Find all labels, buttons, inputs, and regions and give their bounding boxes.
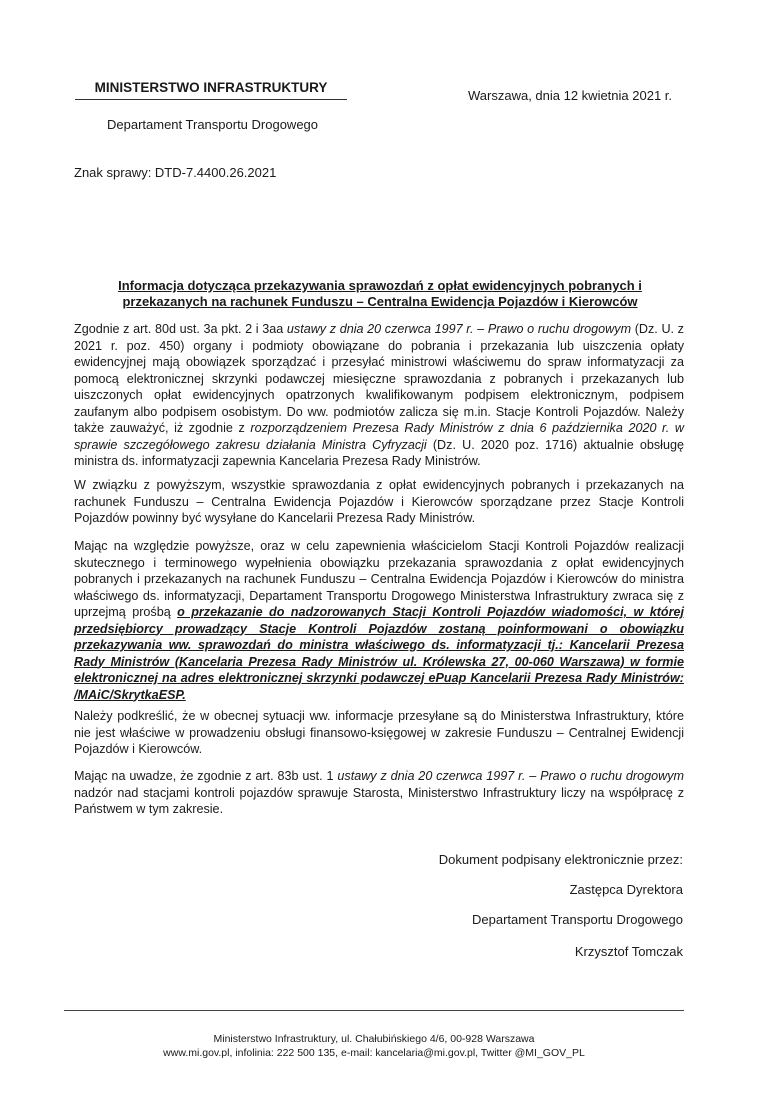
signature-note: Dokument podpisany elektronicznie przez: [438,852,683,867]
p3-text-a: Mając na względzie powyższe, oraz w celu zapewnienia właścicielom Stacji Kontroli Pojazdów realizacji skutecznego i terminowego wypełnienia obowiązku przekazania sprawozdania z opłat ewidencyjnych pobranych i przekazanych na rachunek Funduszu – Centralna Ewidencja Pojazdów i Kierowców do ministra właściwego ds. informatyzacji, Departament Transportu Drogowego Ministerstwa Infrastruktury zwraca się z uprzejmą prośbą [74,539,684,619]
paragraph-4: Należy podkreślić, że w obecnej sytuacji ww. informacje przesyłane są do Ministerstwa Infrastruktury, które nie jest właściwe w prowadzeniu obsługi finansowo-księgowej w zakresie Funduszu – Centralnej Ewidencji Pojazdów i Kierowców. [74,709,684,756]
signature-position: Zastępca Dyrektora [569,882,683,897]
department-name: Departament Transportu Drogowego [107,117,319,132]
p5-act-citation: ustawy z dnia 20 czerwca 1997 r. – Prawo o ruchu drogowym [337,769,684,783]
p1-regulation-citation: rozporządzeniem Prezesa Rady Ministrów z dnia 6 października 2020 r. w sprawie szczegółowego zakresu działania Ministra Cyfryzacji [74,421,684,452]
p1-text-e: (Dz. U. 2020 poz. 1716) aktualnie obsługę ministra ds. informatyzacji zapewnia Kancelaria Prezesa Rady Ministrów. [74,437,684,468]
paragraph-3 [74,538,684,703]
footer-address: Ministerstwo Infrastruktury, ul. Chałubińskiego 4/6, 00-928 Warszawa [213,1033,535,1045]
p5-text-a: Mając na uwadze, że zgodnie z art. 83b ust. 1 [74,769,338,783]
p1-text-c: (Dz. U. z 2021 r. poz. 450) organy i podmioty obowiązane do pobrania i przekazania lub uiszczenia opłaty ewidencyjnej mają obowiązek sporządzać i przesyłać ministrowi właściwemu do spraw informatyzacji za pomocą elektronicznej skrzynki podawczej miesięczne sprawozdania z pobranych i przekazanych lub uiszczonych opłat ewidencyjnych opatrzonych kwalifikowanym podpisem elektronicznym, podpisem zaufanym albo podpisem osobistym. Do ww. podmiotów zalicza się m.in. Stacje Kontroli Pojazdów. Należy także zauważyć, iż zgodnie z [74,322,684,435]
signature-name: Krzysztof Tomczak [574,944,683,959]
footer-divider [64,1010,684,1011]
paragraph-5 [74,768,684,818]
p1-text-a: Zgodnie z art. 80d ust. 3a pkt. 2 i 3aa [74,322,287,336]
ministry-name: MINISTERSTWO INFRASTRUKTURY [75,80,347,100]
signature-department: Departament Transportu Drogowego [471,912,683,927]
footer-contact: www.mi.gov.pl, infolinia: 222 500 135, e-mail: kancelaria@mi.gov.pl, Twitter @MI_GOV_PL [163,1047,585,1059]
p5-text-c: nadzór nad stacjami kontroli pojazdów sprawuje Starosta, Ministerstwo Infrastruktury liczy na współpracę z Państwem w tym zakresie. [74,785,684,816]
document-title: Informacja dotycząca przekazywania sprawozdań z opłat ewidencyjnych pobranych i przekazanych na rachunek Funduszu – Centralna Ewidencja Pojazdów i Kierowców [118,278,642,309]
case-reference: Znak sprawy: DTD-7.4400.26.2021 [74,165,277,180]
place-date: Warszawa, dnia 12 kwietnia 2021 r. [468,88,673,103]
paragraph-1 [74,321,684,470]
p3-request-emphasis: o przekazanie do nadzorowanych Stacji Kontroli Pojazdów wiadomości, w której przedsiębiorcy prowadzący Stacje Kontroli Pojazdów zostaną poinformowani o obowiązku przekazywania ww. sprawozdań do ministra właściwego ds. informatyzacji tj.: Kancelarii Prezesa Rady Ministrów (Kancelaria Prezesa Rady Ministrów ul. Królewska 27, 00-060 Warszawa) w formie elektronicznej na adres elektronicznej skrzynki podawczej ePuap Kancelarii Prezesa Rady Ministrów: /MAiC/SkrytkaESP. [74,605,684,702]
p1-act-citation: ustawy z dnia 20 czerwca 1997 r. – Prawo o ruchu drogowym [286,322,632,336]
paragraph-2: W związku z powyższym, wszystkie sprawozdania z opłat ewidencyjnych pobranych i przekazanych na rachunek Funduszu – Centralna Ewidencja Pojazdów i Kierowców sporządzane przez Stacje Kontroli Pojazdów powinny być wysyłane do Kancelarii Prezesa Rady Ministrów. [74,478,684,525]
